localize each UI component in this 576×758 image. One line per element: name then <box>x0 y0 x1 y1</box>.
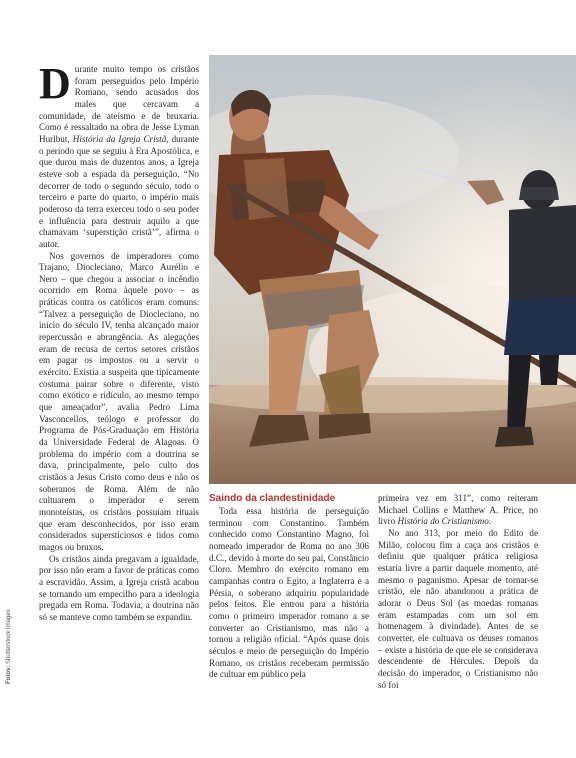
left-text-column <box>39 59 199 744</box>
intro-paragraph: Durante muito tempo os cristãos foram perseguidos pelo Império Romano, sendo acusados dos males que cercavam a comunidade, de ateísmo e de bruxaria. Como é ressaltado na obra de Jesse Lyman Hurlbut, História da Igreja Cristã, durante o período que se seguiu à Era Apostólica, e que durou mais de duzentos anos, a Igreja esteve sob a espada da perseguição. “No decorrer de todo o segundo século, todo o terceiro e parte do quarto, o império mais poderoso da terra exerceu todo o seu poder e influência para destruir aquilo a que chamavam ‘superstição cristã’”, afirma o autor. <box>39 59 199 249</box>
continued-paragraph: primeira vez em 311”, como reiteram Michael Collins e Matthew A. Price, no livro História do Cristianismo. <box>378 493 538 527</box>
body-paragraph: Nos governos de imperadores como Trajano, Diocleciano, Marco Aurélio e Nero – que chegou a associar o incêndio ocorrido em Roma àquele povo – as práticas contra os católicos eram comuns. “Talvez a perseguição de Diocleciano, no início do século IV, tenha alcançado maior repercussão e abrangência. As alegações eram de recusa de certos setores cristãos em pagar os impostos ou a servir o exército. Existia a suspeita que tipicamente costuma pairar sobre o diferente, visto como exótico e ridículo, ao mesmo tempo que ameaçador”, avalia Pedro Lima Vasconcellos, teólogo e professor do Programa de Pós-Graduação em História da Universidade Federal de Alagoas. O problema do império com a doutrina se dava, principalmente, pelo culto dos cristãos a Jesus Cristo como deus e não os soberanos de Roma. Além de não cultuarem o imperador e serem monoteístas, os cristãos possuíam rituais que eram desconhecidos, por isso eram considerados supersticiosos e tidos como magos ou bruxos. <box>39 250 199 552</box>
gladiator-photo <box>209 55 576 484</box>
book-title: História da Igreja Cristã <box>72 133 167 144</box>
body-paragraph: No ano 313, por meio do Edito de Milão, colocou fim a caça aos cristãos e definiu que qualquer prática religiosa estaria livre a partir daquele momento, até mesmo o paganismo. Apesar de tornar-se cristão, ele não abandonou a prática de adorar o Deus Sol (as moedas romanas eram estampadas com um sol em homenagem à divindade). Antes de se converter, ele cultuava os deuses romanos – existe a história de que ele se considerava descendente de Hércules. Depois da decisão do imperador, o Cristianismo não só foi <box>378 527 538 690</box>
middle-text-column <box>209 493 369 743</box>
body-paragraph: Toda essa história de perseguição terminou com Constantino. Também conhecido como Constantino Magno, foi nomeado imperador de Roma no ano 306 d.C., devido à morte do seu pai, Constâncio Cloro. Membro do exército romano em campanhas contra o Egito, a Inglaterra e a Pérsia, o soberano adquiriu popularidade pelos feitos. Ele entrou para a história como o primeiro imperador romano a se converter ao Cristianismo, mas não a tornou a religião oficial. “Após quase dois séculos e meio de perseguição do Império Romano, os cristãos receberam permissão de cultuar em público pela <box>209 506 369 680</box>
section-subhead: Saindo da clandestinidade <box>209 493 336 504</box>
photo-credit: Fotos: Shutterstock Images <box>6 609 12 684</box>
right-text-column <box>378 493 538 743</box>
gladiator-illustration <box>209 55 576 484</box>
drop-cap: D <box>39 59 71 108</box>
body-paragraph: Os cristãos ainda pregavam a igualdade, por isso não eram a favor de práticas como a escravidão. Assim, a Igreja cristã acabou se tornando um empecilho para a ideologia pregada em Roma. Todavia, a doutrina não só se manteve como também se expandiu. <box>39 553 199 622</box>
book-title: História do Cristianismo <box>397 516 489 527</box>
